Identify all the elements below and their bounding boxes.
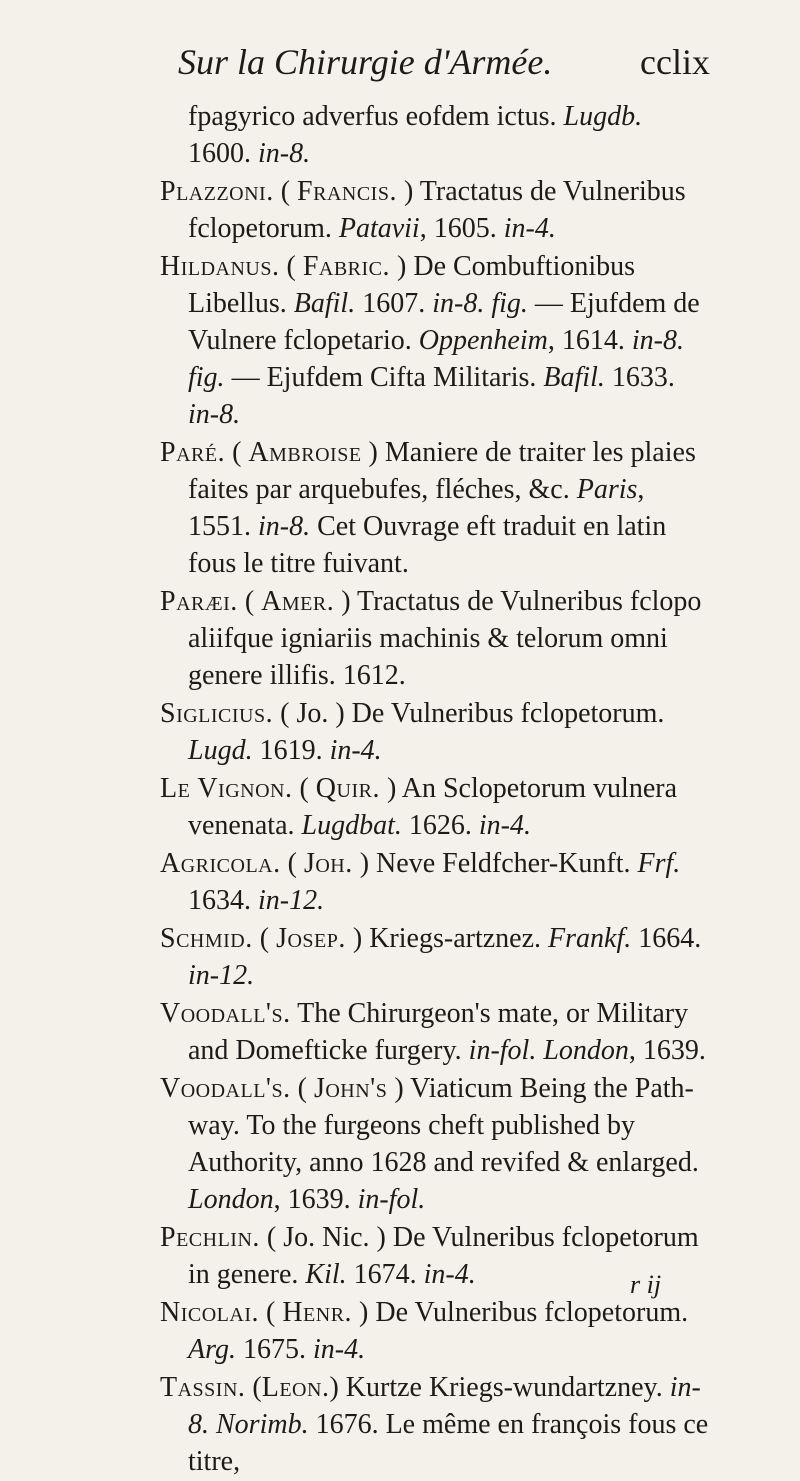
entry-text: 1626. — [401, 810, 479, 841]
italic-text: in-8. — [188, 399, 241, 430]
entry-text — [209, 1409, 216, 1440]
italic-text: in-8. fig. — [432, 288, 528, 319]
entry-text: 1674. — [346, 1259, 424, 1290]
entry-text: ( Jo. Nic. ) De Vulneribus fclopetorum in genere. — [188, 1222, 699, 1290]
bibliography-entry — [160, 1070, 712, 1218]
author-name: Quir. — [315, 773, 380, 804]
page-number: cclix — [640, 42, 710, 82]
author-name: Tassin. — [160, 1372, 246, 1403]
entry-text: The Chirurgeon's mate, or Military and Domefticke furgery. — [188, 998, 689, 1066]
italic-text: Arg. — [188, 1334, 236, 1365]
italic-text: Bafil. — [293, 288, 356, 319]
bibliography-entry — [160, 434, 712, 582]
bibliography-entry — [160, 98, 712, 172]
entry-text: ( — [258, 1297, 283, 1328]
entry-text: ) Kriegs-artznez. — [345, 923, 549, 954]
entry-text: , 1551. — [188, 474, 645, 542]
entry-text: , 1605. — [419, 213, 504, 244]
entry-text: ( — [280, 848, 304, 879]
entry-text: 1634. — [188, 885, 258, 916]
bibliography-entry — [160, 1294, 712, 1368]
entry-text: ) Maniere de traiter les plaies faites par arquebufes, fléches, &c. — [188, 437, 696, 505]
author-name: Josep. — [276, 923, 346, 954]
bibliography-entry — [160, 845, 712, 919]
italic-text: Paris — [576, 474, 638, 505]
bibliography-entry — [160, 583, 712, 694]
italic-text: in-fol. London — [468, 1035, 629, 1066]
author-name: Siglicius. — [160, 698, 274, 729]
italic-text: Norimb. — [216, 1409, 309, 1440]
entry-text: ( — [237, 586, 262, 617]
italic-text: Bafil. — [543, 362, 605, 393]
italic-text: in-fol. — [357, 1184, 426, 1215]
author-name: Paré. — [160, 437, 226, 468]
entry-text: ) Viaticum Being the Path-way. To the furgeons cheft published by Authority, anno 1628 and revifed & enlarged. — [188, 1073, 699, 1178]
italic-text: Lugdb. — [563, 101, 643, 132]
entry-text: 1619. — [252, 735, 330, 766]
entry-text: , 1614. — [547, 325, 632, 356]
author-name: Ambroise — [248, 437, 362, 468]
entry-text: ) Tractatus de Vulneribus fclopetorum. — [188, 176, 686, 244]
running-title: Sur la Chirurgie d'Armée. — [178, 42, 553, 82]
italic-text: in-4. — [312, 1334, 366, 1365]
author-name: Le Vignon. — [160, 773, 293, 804]
italic-text: in-4. — [503, 213, 556, 244]
entry-text: fpagyrico adverfus eofdem ictus. — [188, 101, 564, 132]
italic-text: Lugdbat. — [301, 810, 402, 841]
author-name: Amer. — [261, 586, 335, 617]
bibliography-entry — [160, 173, 712, 247]
entry-text: ( — [252, 923, 277, 954]
italic-text: Oppenheim — [418, 325, 548, 356]
entry-text: — Ejufdem Cifta Militaris. — [224, 362, 544, 393]
italic-text: in-12. — [258, 885, 325, 916]
entry-text: ( — [273, 176, 298, 207]
italic-text: in-4. — [329, 735, 382, 766]
entry-text: ( — [292, 773, 316, 804]
bibliography-entry — [160, 1369, 712, 1480]
italic-text: Kil. — [305, 1259, 347, 1290]
entry-text: ) Tractatus de Vulneribus fclopo aliifque igniariis machinis & telorum omni genere illifis. 1612. — [188, 586, 702, 691]
running-head — [178, 40, 710, 84]
italic-text: in-12. — [188, 960, 255, 991]
entry-text: ) Neve Feldfcher-Kunft. — [352, 848, 638, 879]
italic-text: in-8. — [188, 1372, 701, 1440]
italic-text: Lugd. — [188, 735, 253, 766]
author-name: Henr. — [282, 1297, 353, 1328]
author-name: Plazzoni. — [160, 176, 274, 207]
entry-text: 1633. — [604, 362, 675, 393]
entry-text: ( — [290, 1073, 314, 1104]
author-name: Hildanus. — [160, 251, 280, 282]
bibliography-entry — [160, 995, 712, 1069]
italic-text: Frankf. — [548, 923, 632, 954]
entry-text: , 1639. — [273, 1184, 358, 1215]
author-name: Leon. — [261, 1372, 330, 1403]
entry-text: ) De Vulneribus fclopetorum. — [352, 1297, 689, 1328]
italic-text: in-8. — [258, 511, 311, 542]
entry-text: ( — [279, 251, 303, 282]
italic-text: Patavii — [338, 213, 420, 244]
author-name: Fabric. — [302, 251, 391, 282]
italic-text: in-8. — [258, 138, 311, 169]
author-name: Paræi. — [160, 586, 238, 617]
author-name: Voodall's. — [160, 998, 291, 1029]
author-name: John's — [313, 1073, 388, 1104]
author-name: Voodall's. — [160, 1073, 291, 1104]
author-name: Pechlin. — [160, 1222, 260, 1253]
entry-text: ( — [225, 437, 249, 468]
italic-text: in-4. — [423, 1259, 476, 1290]
entry-text: — Ejufdem de Vulnere fclopetario. — [188, 288, 700, 356]
italic-text: London — [188, 1184, 274, 1215]
bibliography-entry — [160, 695, 712, 769]
italic-text: in-4. — [478, 810, 531, 841]
entry-text: 1607. — [355, 288, 433, 319]
entry-text: ( — [245, 1372, 262, 1403]
italic-text: Frf. — [637, 848, 681, 879]
entry-text: 1600. — [188, 138, 258, 169]
author-name: Francis. — [297, 176, 397, 207]
author-name: Joh. — [303, 848, 353, 879]
entry-text: ) Kurtze Kriegs-wundartzney. — [329, 1372, 670, 1403]
entry-text: 1675. — [235, 1334, 313, 1365]
entry-text: ) An Sclopetorum vulnera venenata. — [188, 773, 678, 841]
entry-text: , 1639. — [628, 1035, 706, 1066]
bibliography-entry — [160, 920, 712, 994]
author-name: Schmid. — [160, 923, 253, 954]
author-name: Agricola. — [160, 848, 281, 879]
bibliography-entry — [160, 770, 712, 844]
entry-text: ) De Combuftionibus Libellus. — [188, 251, 636, 319]
bibliography-entry — [160, 248, 712, 433]
entry-text: Cet Ouvrage eft traduit en latin fous le titre fuivant. — [188, 511, 667, 579]
signature-mark: r ij — [630, 1270, 662, 1299]
author-name: Nicolai. — [160, 1297, 259, 1328]
italic-text: in-8. fig. — [188, 325, 684, 393]
entry-text: ( Jo. ) De Vulneribus fclopetorum. — [273, 698, 665, 729]
entry-text: 1676. Le même en françois fous ce titre, — [188, 1409, 709, 1477]
entry-text: 1664. — [631, 923, 702, 954]
